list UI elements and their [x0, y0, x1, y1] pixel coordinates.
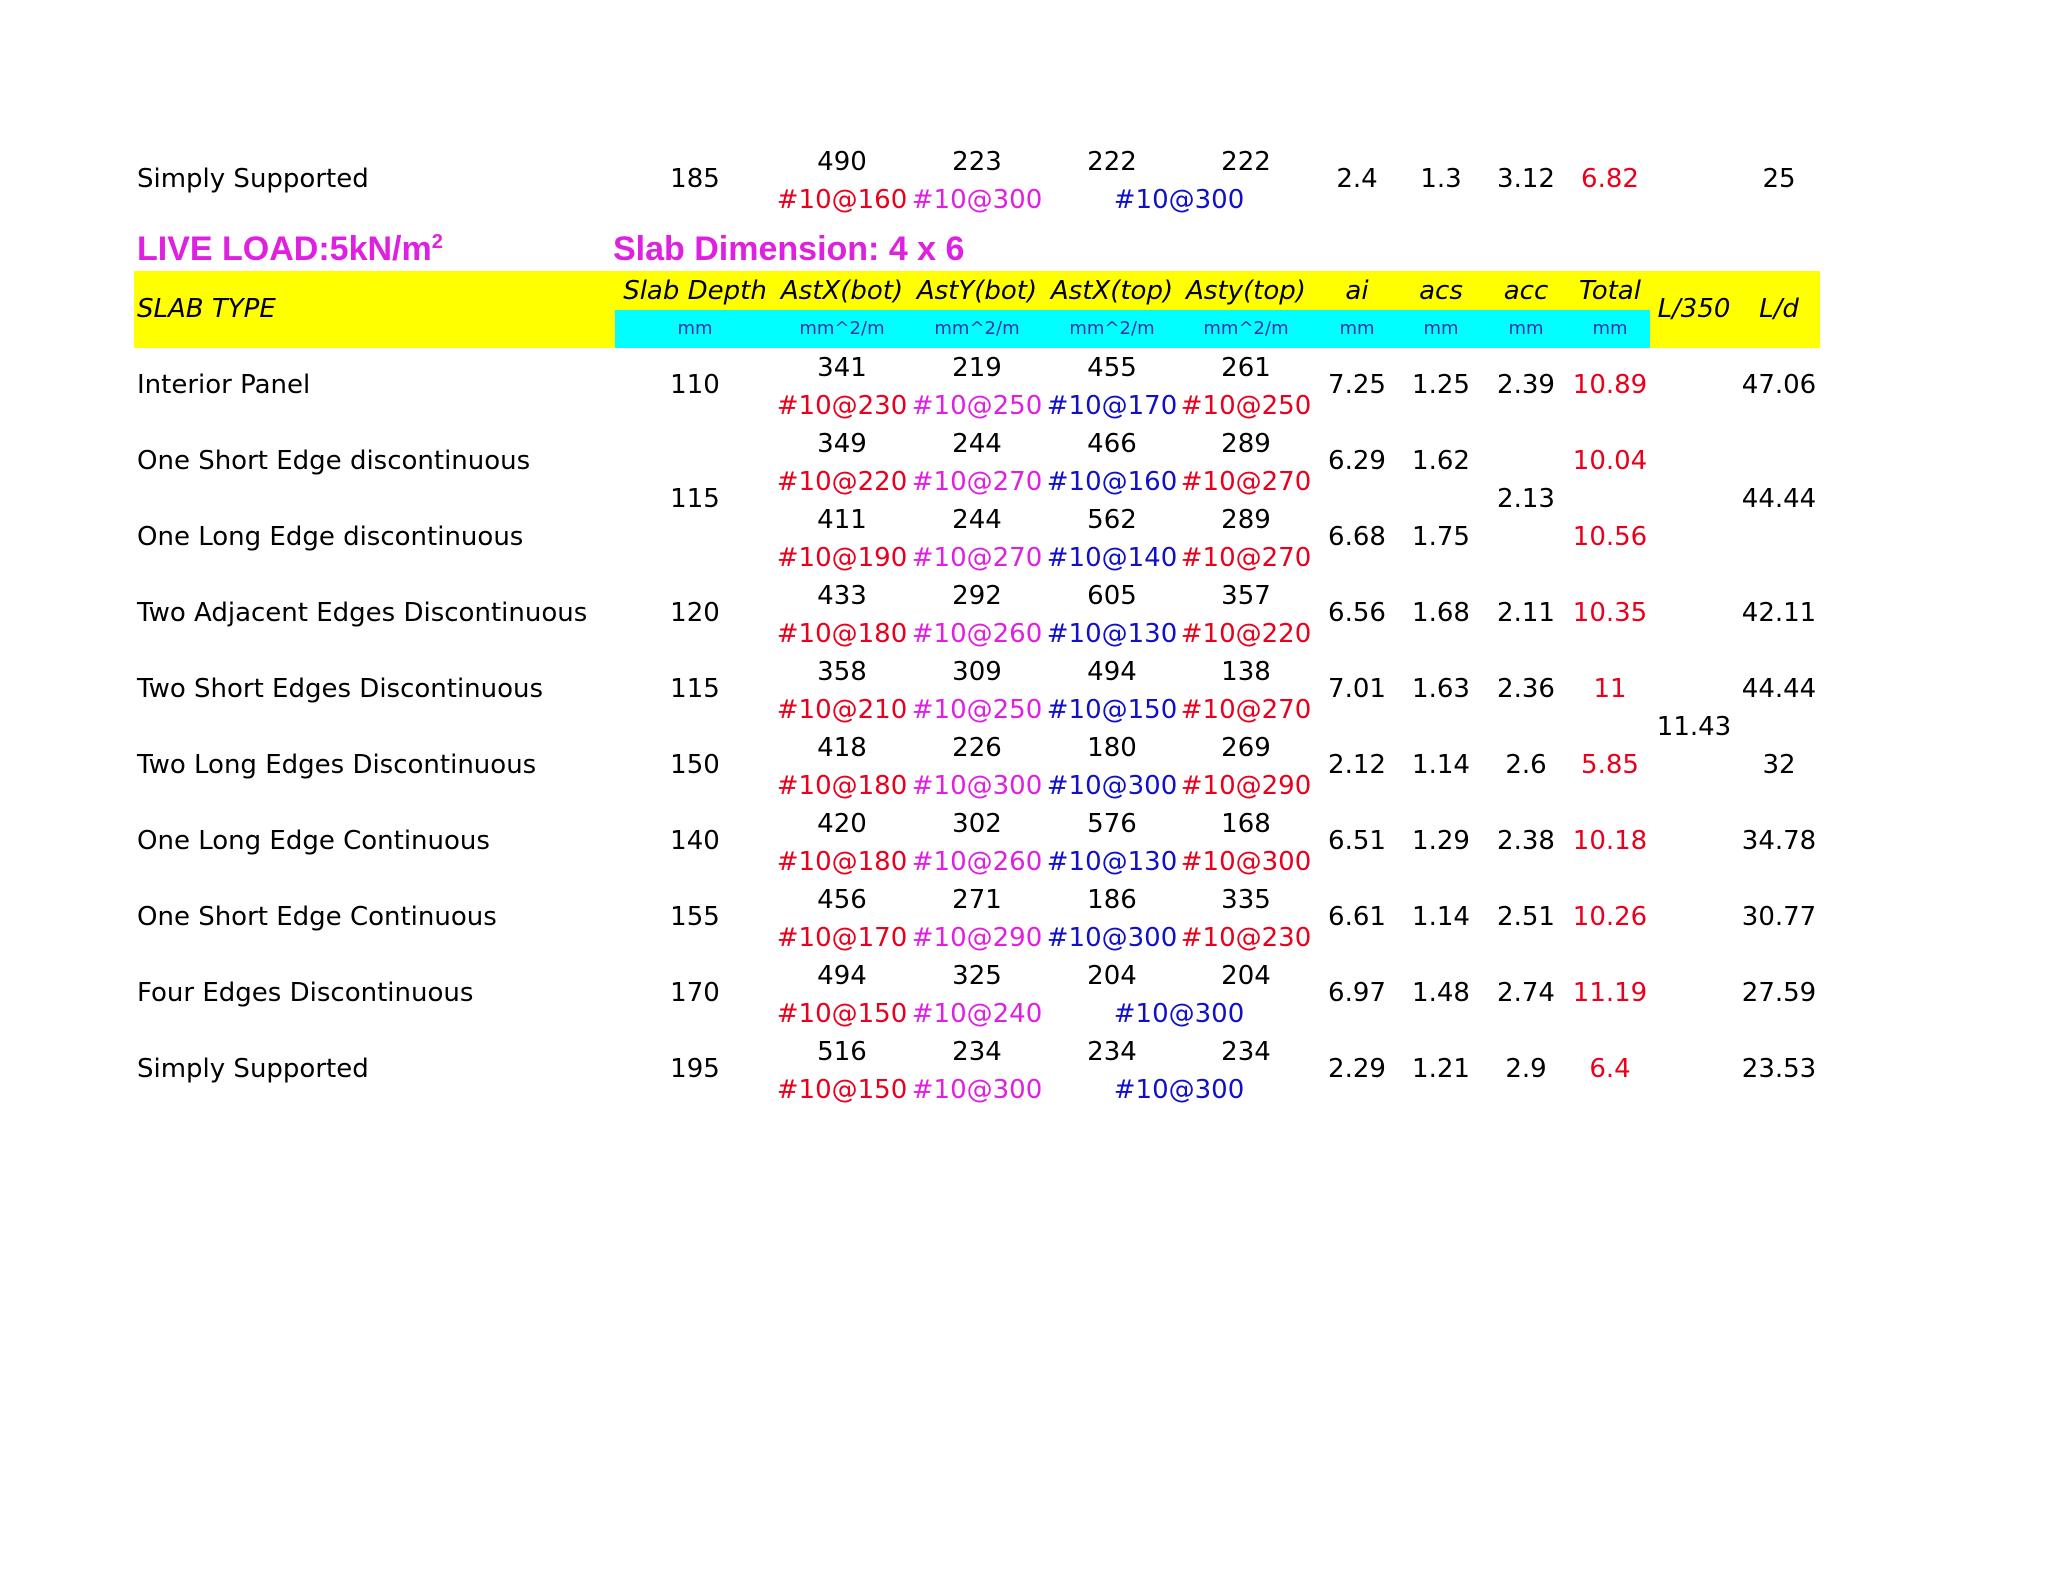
bar-x-bot-spacing: #10@210: [776, 695, 908, 725]
bar-x-bot-spacing: #10@180: [776, 619, 908, 649]
header-depth: Slab Depth: [623, 276, 767, 306]
bar-x-bot-spacing: #10@180: [776, 771, 908, 801]
unit-astx-top: mm^2/m: [1069, 318, 1155, 339]
bar-x-bot-spacing: #10@180: [776, 847, 908, 877]
asty-top-value: 289: [1221, 505, 1271, 535]
ai-value: 6.51: [1328, 826, 1386, 856]
astx-bot-value: 516: [817, 1037, 867, 1067]
asty-bot-value: 226: [952, 733, 1002, 763]
ld-value: 44.44: [1741, 484, 1817, 514]
slab-depth-value: 110: [670, 370, 720, 400]
ai-value: 6.29: [1328, 446, 1386, 476]
asty-bot-value: 292: [952, 581, 1002, 611]
bar-x-bot-spacing: #10@170: [776, 923, 908, 953]
bar-y-top-spacing: #10@230: [1180, 923, 1312, 953]
ai-value: 6.68: [1328, 522, 1386, 552]
astx-top-value: 466: [1087, 429, 1137, 459]
slab-type-label: Two Adjacent Edges Discontinuous: [137, 598, 588, 628]
ai-value: 2.29: [1328, 1054, 1386, 1084]
acs-value: 1.75: [1412, 522, 1470, 552]
unit-astx-bot: mm^2/m: [799, 318, 885, 339]
l350-value: 11.43: [1656, 712, 1732, 742]
header-slab-type: SLAB TYPE: [137, 294, 276, 324]
header-astx-top: AstX(top): [1050, 276, 1174, 306]
live-load-title: LIVE $LOAD:5kN/m^2$: [137, 230, 443, 269]
astx-bot-value: 349: [817, 429, 867, 459]
bar-x-top-spacing: #10@300: [1046, 923, 1178, 953]
asty-top-value: 269: [1221, 733, 1271, 763]
prev-row-ai: 2.4: [1336, 164, 1378, 194]
total-value: 10.26: [1572, 902, 1648, 932]
asty-bot-value: 244: [952, 429, 1002, 459]
asty-top-value: 357: [1221, 581, 1271, 611]
acc-value: 2.13: [1497, 484, 1555, 514]
bar-y-top-spacing: #10@300: [1180, 847, 1312, 877]
total-value: 5.85: [1581, 750, 1639, 780]
bar-x-top-spacing: #10@150: [1046, 695, 1178, 725]
slab-type-label: Two Long Edges Discontinuous: [137, 750, 537, 780]
ld-value: 23.53: [1741, 1054, 1817, 1084]
asty-top-value: 204: [1221, 961, 1271, 991]
ai-value: 6.56: [1328, 598, 1386, 628]
astx-top-value: 180: [1087, 733, 1137, 763]
slab-depth-value: 120: [670, 598, 720, 628]
slab-dimension-title: Slab Dimension: 4 x 6: [613, 230, 965, 268]
slab-type-label: One Long Edge discontinuous: [137, 522, 524, 552]
acs-value: 1.21: [1412, 1054, 1470, 1084]
acs-value: 1.63: [1412, 674, 1470, 704]
ai-value: 6.97: [1328, 978, 1386, 1008]
total-value: 10.35: [1572, 598, 1648, 628]
astx-top-value: 562: [1087, 505, 1137, 535]
bar-y-bot-spacing: #10@250: [911, 695, 1043, 725]
header-acs: acs: [1419, 276, 1463, 306]
prev-row-astx-top: 222: [1087, 147, 1137, 177]
bar-x-top-spacing: #10@170: [1046, 391, 1178, 421]
slab-depth-value: 195: [670, 1054, 720, 1084]
asty-top-value: 138: [1221, 657, 1271, 687]
astx-top-value: 234: [1087, 1037, 1137, 1067]
asty-top-value: 168: [1221, 809, 1271, 839]
bar-y-top-spacing: #10@290: [1180, 771, 1312, 801]
bar-y-top-spacing: #10@270: [1180, 543, 1312, 573]
prev-row-ld: 25: [1762, 164, 1796, 194]
prev-row-acs: 1.3: [1420, 164, 1462, 194]
asty-top-value: 261: [1221, 353, 1271, 383]
total-value: 10.56: [1572, 522, 1648, 552]
asty-bot-value: 271: [952, 885, 1002, 915]
acc-value: 2.51: [1497, 902, 1555, 932]
header-astx-bot: AstX(bot): [780, 276, 904, 306]
astx-top-value: 204: [1087, 961, 1137, 991]
slab-type-label: Simply Supported: [137, 1054, 369, 1084]
prev-row-bar-top: #10@300: [1113, 185, 1245, 215]
acc-value: 2.38: [1497, 826, 1555, 856]
slab-type-label: One Short Edge Continuous: [137, 902, 497, 932]
prev-row-asty-top: 222: [1221, 147, 1271, 177]
bar-y-bot-spacing: #10@300: [911, 771, 1043, 801]
bar-x-top-spacing: #10@130: [1046, 619, 1178, 649]
slab-type-label: Four Edges Discontinuous: [137, 978, 474, 1008]
astx-bot-value: 420: [817, 809, 867, 839]
slab-depth-value: 155: [670, 902, 720, 932]
bar-x-top-spacing: #10@140: [1046, 543, 1178, 573]
bar-y-bot-spacing: #10@290: [911, 923, 1043, 953]
header-ai: ai: [1345, 276, 1369, 306]
astx-bot-value: 411: [817, 505, 867, 535]
slab-depth-value: 115: [670, 484, 720, 514]
bar-x-bot-spacing: #10@220: [776, 467, 908, 497]
acc-value: 2.11: [1497, 598, 1555, 628]
acc-value: 2.9: [1505, 1054, 1547, 1084]
unit-depth: mm: [677, 318, 713, 339]
ai-value: 2.12: [1328, 750, 1386, 780]
slab-type-label: Two Short Edges Discontinuous: [137, 674, 544, 704]
acc-value: 2.6: [1505, 750, 1547, 780]
acc-value: 2.39: [1497, 370, 1555, 400]
bar-x-top-spacing: #10@300: [1046, 771, 1178, 801]
bar-y-bot-spacing: #10@270: [911, 467, 1043, 497]
header-ld: L/d: [1759, 294, 1799, 324]
prev-row-acc: 3.12: [1497, 164, 1555, 194]
ld-value: 42.11: [1741, 598, 1817, 628]
asty-bot-value: 309: [952, 657, 1002, 687]
bar-y-bot-spacing: #10@300: [911, 1075, 1043, 1105]
header-l350: L/350: [1657, 294, 1731, 324]
unit-total: mm: [1592, 318, 1628, 339]
astx-top-value: 576: [1087, 809, 1137, 839]
bar-x-bot-spacing: #10@190: [776, 543, 908, 573]
bar-y-bot-spacing: #10@250: [911, 391, 1043, 421]
ai-value: 7.25: [1328, 370, 1386, 400]
acs-value: 1.14: [1412, 902, 1470, 932]
slab-depth-value: 150: [670, 750, 720, 780]
bar-y-bot-spacing: #10@260: [911, 847, 1043, 877]
total-value: 6.4: [1589, 1054, 1631, 1084]
acs-value: 1.14: [1412, 750, 1470, 780]
prev-row-total: 6.82: [1581, 164, 1639, 194]
header-total: Total: [1579, 276, 1641, 306]
unit-acc: mm: [1508, 318, 1544, 339]
ld-value: 30.77: [1741, 902, 1817, 932]
bar-y-top-spacing: #10@270: [1180, 695, 1312, 725]
header-asty-top: Asty(top): [1186, 276, 1306, 306]
ld-value: 34.78: [1741, 826, 1817, 856]
bar-y-bot-spacing: #10@270: [911, 543, 1043, 573]
bar-x-top-spacing: #10@160: [1046, 467, 1178, 497]
total-value: 11.19: [1572, 978, 1648, 1008]
total-value: 10.18: [1572, 826, 1648, 856]
prev-row-asty-bot: 223: [952, 147, 1002, 177]
header-asty-bot: AstY(bot): [916, 276, 1038, 306]
acs-value: 1.62: [1412, 446, 1470, 476]
asty-top-value: 289: [1221, 429, 1271, 459]
astx-top-value: 605: [1087, 581, 1137, 611]
ld-value: 32: [1762, 750, 1796, 780]
ai-value: 6.61: [1328, 902, 1386, 932]
astx-bot-value: 341: [817, 353, 867, 383]
astx-bot-value: 494: [817, 961, 867, 991]
unit-asty-bot: mm^2/m: [934, 318, 1020, 339]
unit-acs: mm: [1423, 318, 1459, 339]
slab-depth-value: 115: [670, 674, 720, 704]
prev-row-depth: 185: [670, 164, 720, 194]
ld-value: 44.44: [1741, 674, 1817, 704]
prev-row-bar-y-bot: #10@300: [911, 185, 1043, 215]
unit-asty-top: mm^2/m: [1203, 318, 1289, 339]
bar-x-bot-spacing: #10@150: [776, 1075, 908, 1105]
astx-bot-value: 358: [817, 657, 867, 687]
ai-value: 7.01: [1328, 674, 1386, 704]
slab-type-label: One Short Edge discontinuous: [137, 446, 531, 476]
bar-y-bot-spacing: #10@260: [911, 619, 1043, 649]
prev-row-type: Simply Supported: [137, 164, 369, 194]
astx-top-value: 494: [1087, 657, 1137, 687]
astx-bot-value: 433: [817, 581, 867, 611]
slab-depth-value: 170: [670, 978, 720, 1008]
bar-y-top-spacing: #10@250: [1180, 391, 1312, 421]
acs-value: 1.29: [1412, 826, 1470, 856]
total-value: 10.89: [1572, 370, 1648, 400]
bar-y-top-spacing: #10@270: [1180, 467, 1312, 497]
acs-value: 1.48: [1412, 978, 1470, 1008]
header-acc: acc: [1503, 276, 1549, 306]
asty-bot-value: 325: [952, 961, 1002, 991]
bar-x-bot-spacing: #10@150: [776, 999, 908, 1029]
bar-y-top-spacing: #10@220: [1180, 619, 1312, 649]
bar-top-spacing: #10@300: [1113, 1075, 1245, 1105]
ld-value: 47.06: [1741, 370, 1817, 400]
bar-y-bot-spacing: #10@240: [911, 999, 1043, 1029]
live-load-superscript: 2: [431, 230, 443, 253]
prev-row-bar-x-bot: #10@160: [776, 185, 908, 215]
slab-type-label: One Long Edge Continuous: [137, 826, 490, 856]
astx-bot-value: 418: [817, 733, 867, 763]
astx-top-value: 186: [1087, 885, 1137, 915]
asty-top-value: 234: [1221, 1037, 1271, 1067]
total-value: 11: [1593, 674, 1627, 704]
slab-type-label: Interior Panel: [137, 370, 311, 400]
bar-x-bot-spacing: #10@230: [776, 391, 908, 421]
asty-bot-value: 219: [952, 353, 1002, 383]
acs-value: 1.68: [1412, 598, 1470, 628]
ld-value: 27.59: [1741, 978, 1817, 1008]
bar-x-top-spacing: #10@130: [1046, 847, 1178, 877]
acc-value: 2.36: [1497, 674, 1555, 704]
asty-bot-value: 244: [952, 505, 1002, 535]
unit-ai: mm: [1339, 318, 1375, 339]
asty-bot-value: 302: [952, 809, 1002, 839]
acc-value: 2.74: [1497, 978, 1555, 1008]
asty-bot-value: 234: [952, 1037, 1002, 1067]
astx-bot-value: 456: [817, 885, 867, 915]
astx-top-value: 455: [1087, 353, 1137, 383]
prev-row-astx-bot: 490: [817, 147, 867, 177]
asty-top-value: 335: [1221, 885, 1271, 915]
bar-top-spacing: #10@300: [1113, 999, 1245, 1029]
acs-value: 1.25: [1412, 370, 1470, 400]
total-value: 10.04: [1572, 446, 1648, 476]
slab-depth-value: 140: [670, 826, 720, 856]
